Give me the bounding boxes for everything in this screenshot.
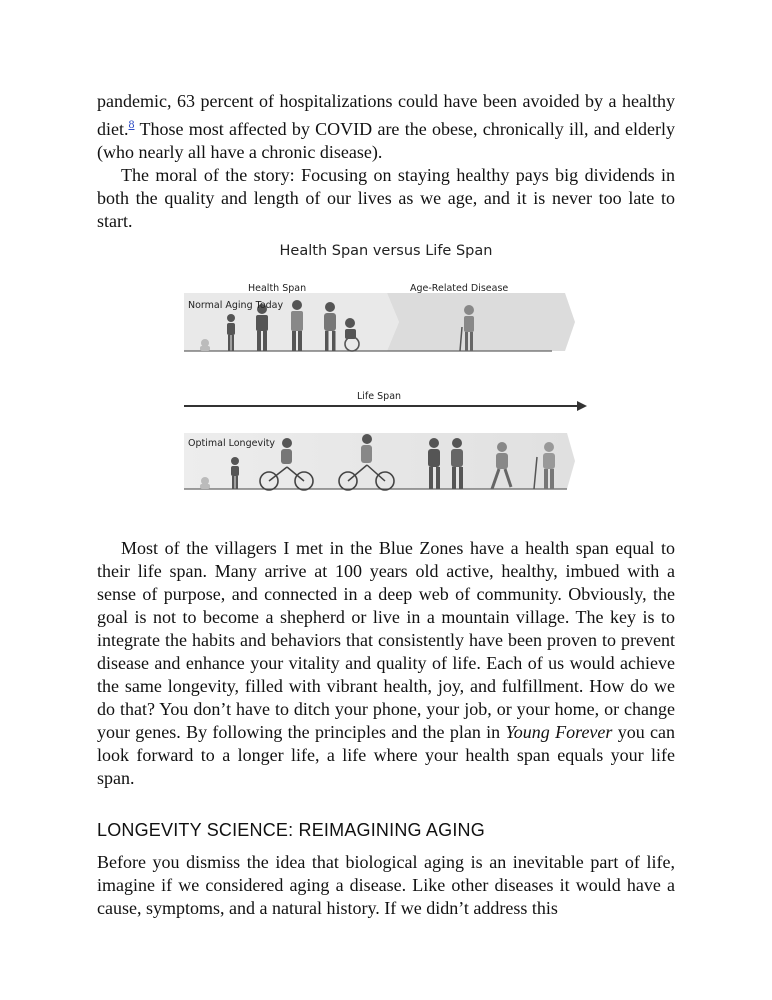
health-span-label: Health Span [248, 283, 307, 294]
normal-aging-label: Normal Aging Today [188, 300, 284, 311]
life-span-arrowhead [577, 401, 587, 411]
paragraph-blue-zones [97, 537, 675, 790]
figure-illustration [97, 243, 675, 525]
paragraph-aging-disease: Before you dismiss the idea that biological aging is an inevitable part of life, imagine if we considered aging a disease. Like other diseases it would have a cause, symptoms, and a natural history. If we didn’t address this [97, 852, 675, 918]
optimal-longevity-label: Optimal Longevity [188, 438, 276, 449]
disease-band [387, 293, 575, 351]
paragraph-moral: The moral of the story: Focusing on staying healthy pays big dividends in both the quality and length of our lives as we age, and it is never too late to start. [97, 165, 675, 231]
paragraph-blue-zones-text: Most of the villagers I met in the Blue Zones have a health span equal to their life span. Many arrive at 100 years old active, healthy, imbued with a sense of purpose, and connected in a deep web of community. Obviously, the goal is not to become a shepherd or live in a mountain village. The key is to integrate the habits and behaviors that consistently have been proven to prevent disease and enhance your vitality and quality of life. Each of us would achieve the same longevity, filled with vibrant health, joy, and fulfillment. How do we do that? You don’t have to ditch your phone, your job, or your home, or change your genes. By following the principles and the plan in [97, 538, 675, 742]
paragraph-blue-zones-text-cont: you can look forward to a longer life, a life where your health span equals your life span. [97, 722, 676, 788]
book-title: Young Forever [505, 722, 613, 742]
paragraph-covid [97, 90, 675, 164]
section-heading: LONGEVITY SCIENCE: REIMAGINING AGING [97, 820, 485, 840]
disease-label: Age-Related Disease [410, 283, 509, 294]
page-content [97, 90, 675, 920]
figure-title: Health Span versus Life Span [279, 243, 493, 259]
health-span-figure [97, 243, 675, 525]
paragraph-covid-text: pandemic, 63 percent of hospitalizations could have been avoided by a healthy diet. [97, 91, 675, 139]
paragraph-covid-text-cont: Those most affected by COVID are the obese, chronically ill, and elderly (who nearly all have a chronic disease). [97, 119, 675, 162]
footnote-link[interactable]: 8 [128, 117, 135, 131]
life-span-label: Life Span [357, 391, 402, 402]
